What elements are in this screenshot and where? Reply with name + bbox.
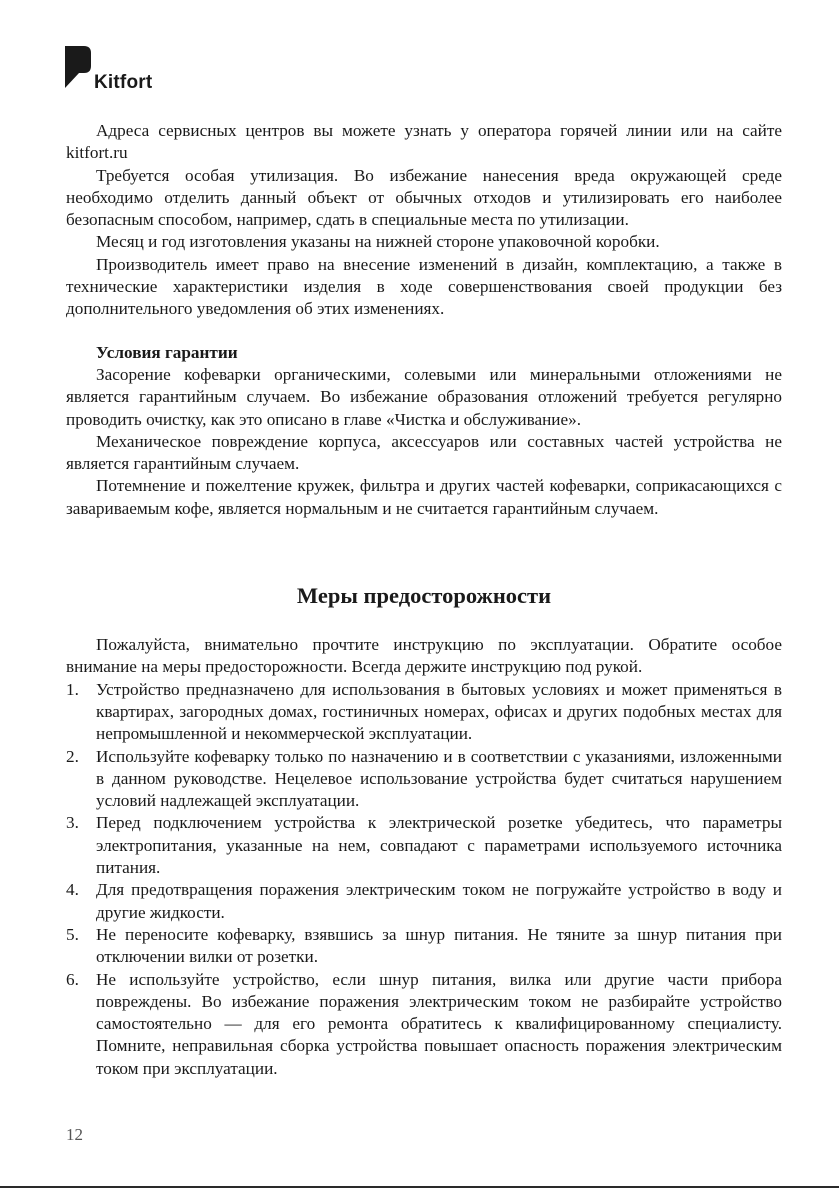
logo-text: Kitfort [94,72,153,93]
intro-paragraph-disposal: Требуется особая утилизация. Во избежание нанесения вреда окружающей среде необходимо отделить данный объект от обычных отходов и утилизировать его наиболее безопасным способом, например, сдать в специальные места по утилизации. [66,165,782,230]
kitfort-logo [65,46,185,96]
page-number: 12 [66,1125,83,1144]
list-item-text: Не переносите кофеварку, взявшись за шнур питания. Не тяните за шнур питания при отключении вилки от розетки. [96,924,782,967]
list-item-number: 3. [66,813,79,833]
intro-paragraph-service: Адреса сервисных центров вы можете узнать у оператора горячей линии или на сайте kitfort.ru [66,121,782,163]
intro-paragraph-manufacturer-rights: Производитель имеет право на внесение изменений в дизайн, комплектацию, а также в технические характеристики изделия в ходе совершенствования своей продукции без дополнительного уведомления об этих изменениях. [66,254,782,319]
list-item [66,879,782,924]
list-item-text: Используйте кофеварку только по назначению и в соответствии с указаниями, изложенными в данном руководстве. Нецелевое использование устройства будет считаться нарушением условий надлежащей эксплуатации. [96,746,782,811]
precautions-intro: Пожалуйста, внимательно прочтите инструкцию по эксплуатации. Обратите особое внимание на меры предосторожности. Всегда держите инструкцию под рукой. [66,635,782,677]
list-item-number: 4. [66,880,79,900]
warranty-paragraph: Засорение кофеварки органическими, солевыми или минеральными отложениями не является гарантийным случаем. Во избежание образования отложений требуется регулярно проводить очистку, как это описано в главе «Чистка и обслуживание». [66,364,782,429]
list-item-text: Для предотвращения поражения электрическим током не погружайте устройство в воду и другие жидкости. [96,880,782,922]
section-title: Меры предосторожности [296,583,552,609]
list-item [66,812,782,879]
list-item [66,924,782,969]
intro-paragraph-manufacture-date: Месяц и год изготовления указаны на нижней стороне упаковочной коробки. [96,232,660,252]
list-item [66,746,782,813]
list-item-number: 1. [66,679,79,699]
list-item-text: Устройство предназначено для использования в бытовых условиях и может применяться в квартирах, загородных домах, гостиничных номерах, офисах и других подобных местах для непромышленной и некоммерческой эксплуатации. [96,679,782,744]
list-item-number: 5. [66,924,79,944]
list-item-number: 2. [66,746,79,766]
kitfort-logo-icon [65,46,91,88]
list-item-number: 6. [66,969,79,989]
warranty-heading: Условия гарантии [96,342,238,362]
warranty-paragraph: Механическое повреждение корпуса, аксессуаров или составных частей устройства не является гарантийным случаем. [66,431,782,474]
list-item [66,679,782,746]
precautions-list [66,679,782,1080]
page-content [66,120,782,1080]
warranty-paragraph: Потемнение и пожелтение кружек, фильтра и других частей кофеварки, соприкасающихся с завариваемым кофе, является нормальным и не считается гарантийным случаем. [66,476,782,518]
list-item-text: Перед подключением устройства к электрической розетке убедитесь, что параметры электропитания, указанные на нем, совпадают с параметрами используемого источника питания. [96,813,782,878]
list-item [66,969,782,1080]
list-item-text: Не используйте устройство, если шнур питания, вилка или другие части прибора повреждены. Во избежание поражения электрическим током не разбирайте устройство самостоятельно — для его ремонта обратитесь к квалифицированному специалисту. Помните, неправильная сборка устройства повышает опасность поражения электрическим током при эксплуатации. [96,969,782,1078]
